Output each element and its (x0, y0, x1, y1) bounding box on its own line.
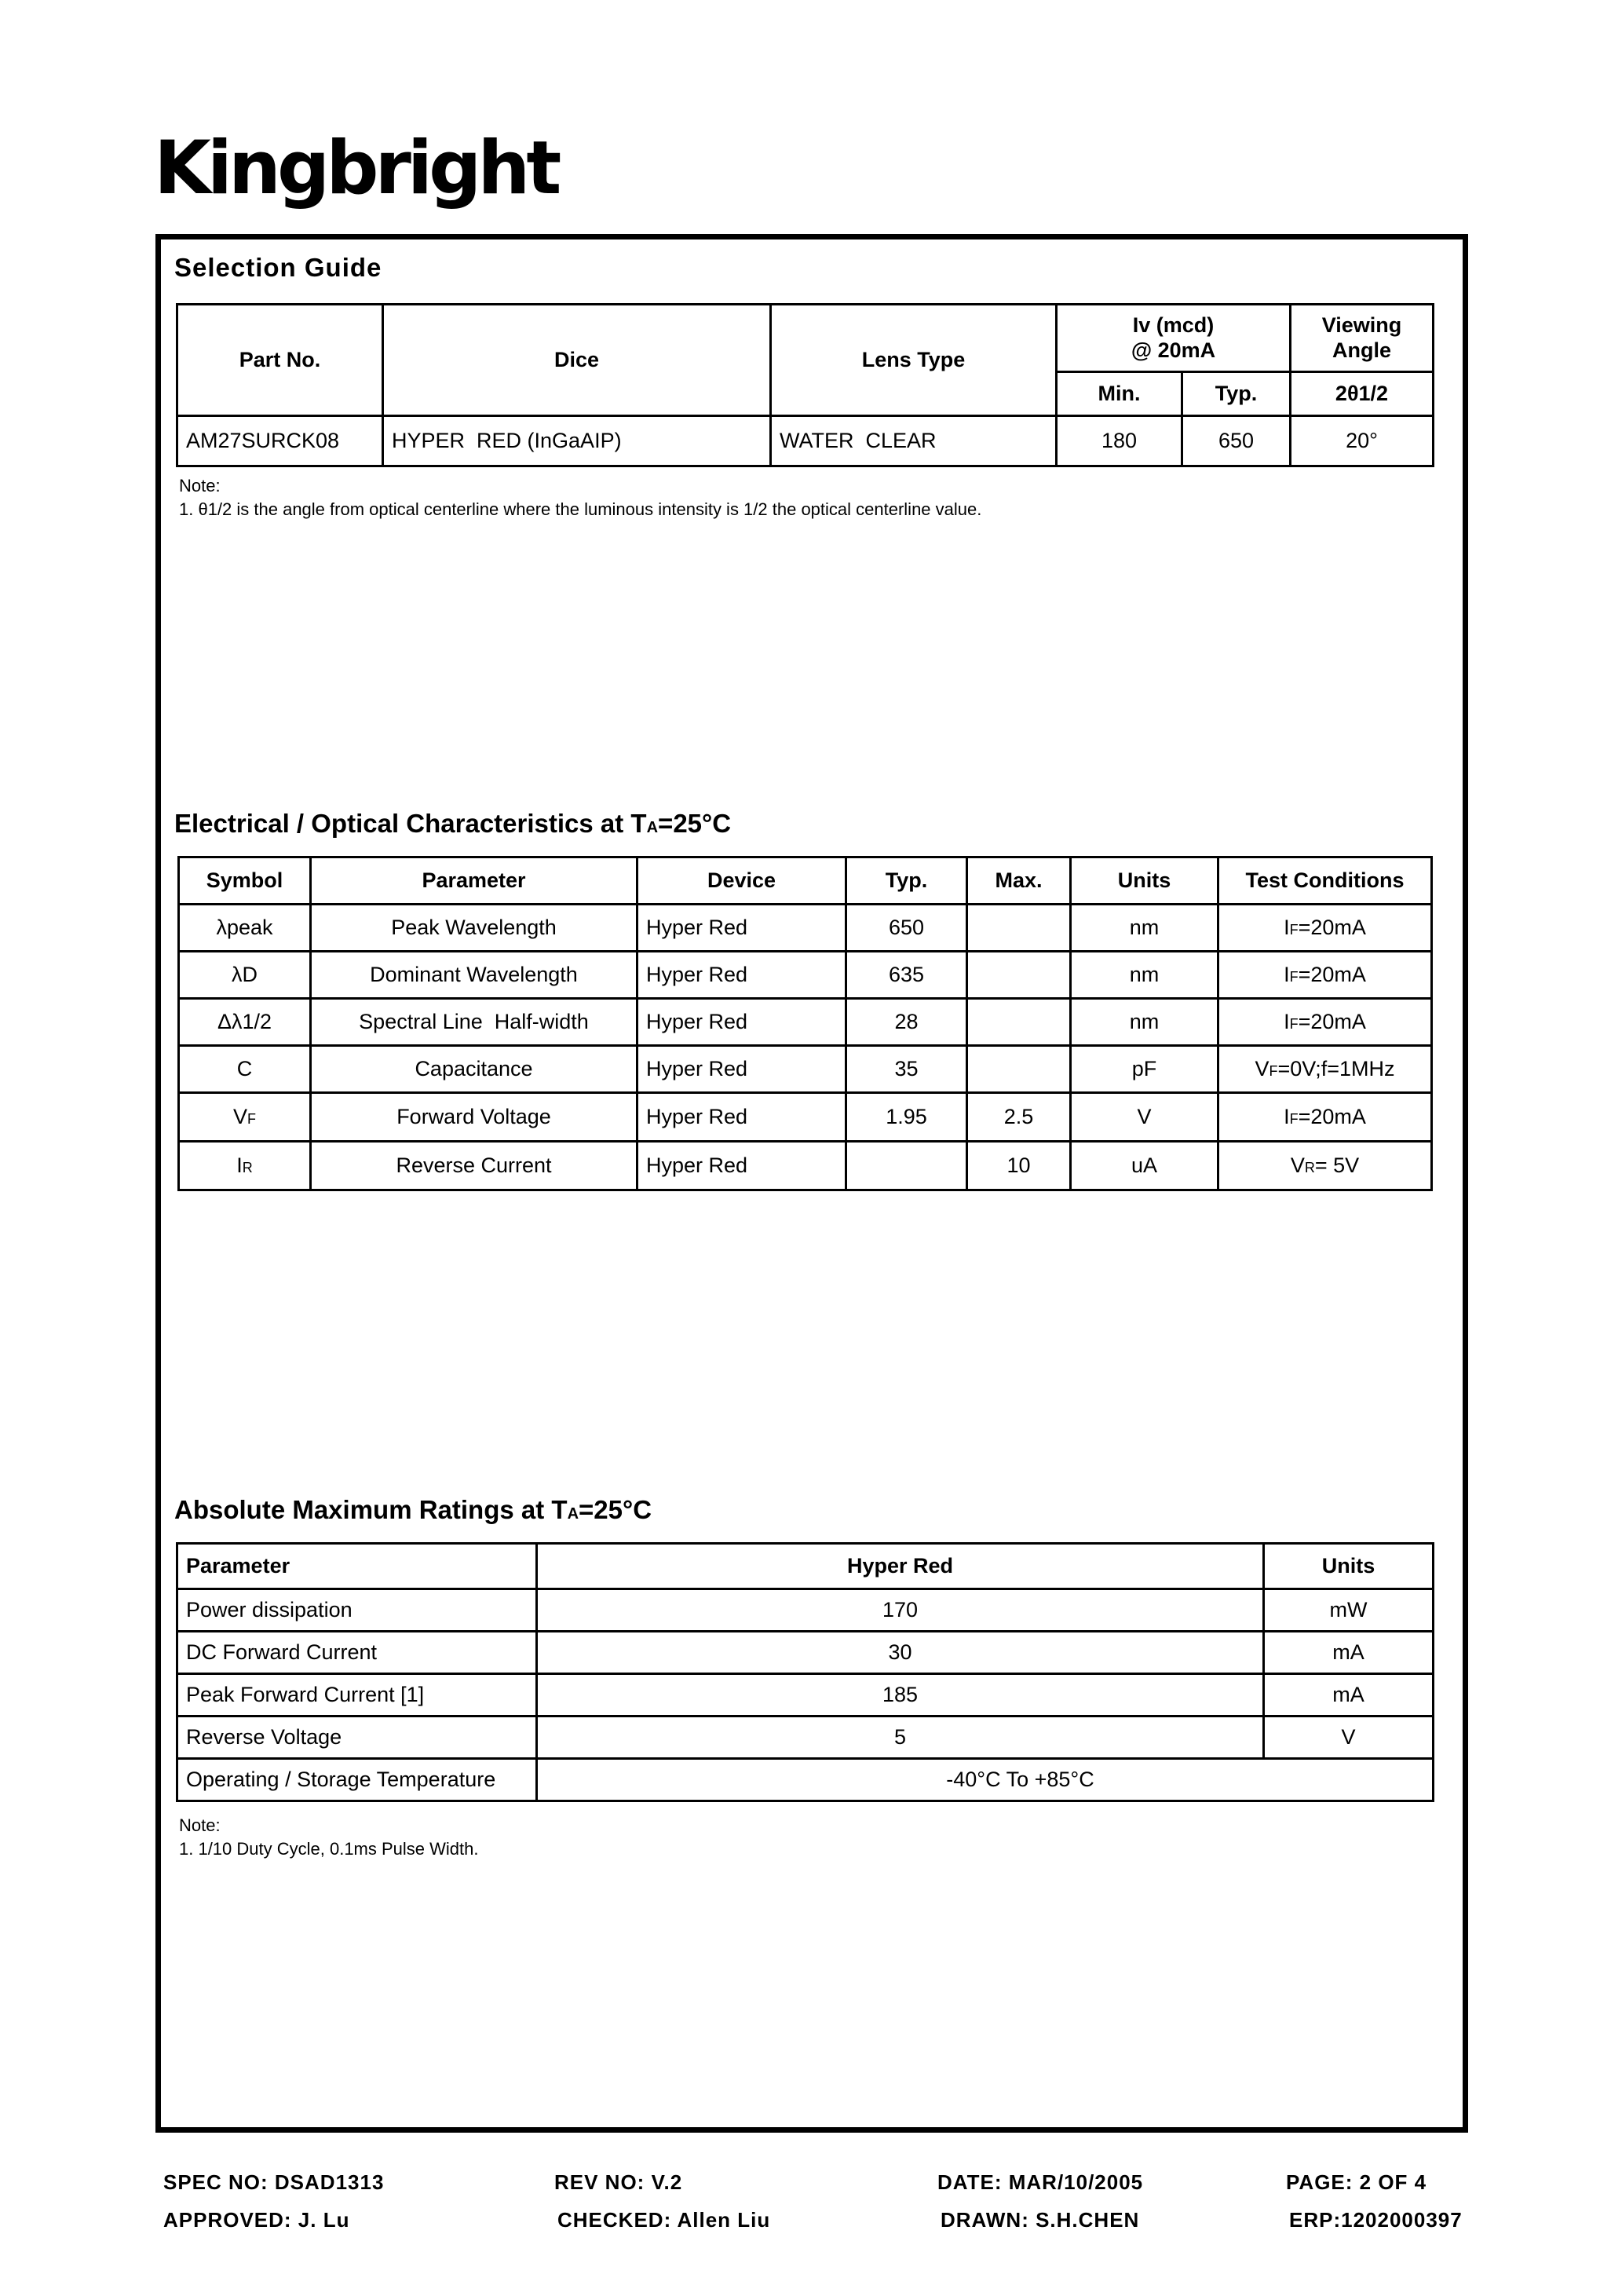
header-part-no: Part No. (177, 305, 383, 416)
footer-checked: CHECKED: Allen Liu (557, 2208, 771, 2232)
cell-parameter: Capacitance (311, 1046, 637, 1093)
cell-device: Hyper Red (637, 1142, 846, 1190)
cell-symbol (179, 1142, 311, 1190)
selection-guide-table (176, 303, 1434, 467)
tc-main: I (1284, 1104, 1290, 1128)
header-iv-line2: @ 20mA (1131, 338, 1216, 362)
cell-min: 180 (1057, 416, 1182, 466)
selection-guide-title: Selection Guide (174, 253, 382, 282)
elec-header-symbol: Symbol (179, 857, 311, 905)
header-typ: Typ. (1182, 372, 1291, 416)
cell-parameter: Dominant Wavelength (311, 952, 637, 999)
footer-rev-no: REV NO: V.2 (554, 2170, 683, 2194)
cell-device: Hyper Red (637, 999, 846, 1046)
cell-symbol (179, 905, 311, 952)
symbol-sub: R (242, 1159, 253, 1175)
cell-units: nm (1071, 905, 1218, 952)
tc-sub: F (1289, 921, 1299, 938)
symbol-main: I (236, 1153, 243, 1177)
abs-cell-units: mA (1264, 1674, 1434, 1717)
symbol-main: λpeak (216, 915, 273, 939)
abs-cell-value: 185 (537, 1674, 1264, 1717)
cell-max (967, 905, 1071, 952)
abs-cell-parameter: Peak Forward Current [1] (177, 1674, 537, 1717)
electrical-table (177, 856, 1433, 1191)
cell-symbol (179, 1046, 311, 1093)
elec-header-test-conditions: Test Conditions (1218, 857, 1432, 905)
abs-cell-temp-range: -40°C To +85°C (537, 1759, 1434, 1801)
absolute-title-post: =25°C (579, 1495, 652, 1524)
table-row (179, 905, 1432, 952)
header-viewing-line2: Angle (1332, 338, 1391, 362)
header-viewing-angle (1291, 305, 1434, 372)
abs-cell-parameter: Power dissipation (177, 1589, 537, 1632)
selection-note (179, 474, 981, 521)
cell-dice: HYPER RED (InGaAIP) (383, 416, 771, 466)
symbol-main: Δλ1/2 (217, 1009, 272, 1033)
cell-units: pF (1071, 1046, 1218, 1093)
header-viewing-line1: Viewing (1321, 313, 1402, 338)
absolute-title-sub: A (567, 1505, 579, 1523)
cell-parameter: Reverse Current (311, 1142, 637, 1190)
abs-header-units: Units (1264, 1544, 1434, 1589)
table-row (177, 1632, 1434, 1674)
cell-units: uA (1071, 1142, 1218, 1190)
header-dice: Dice (383, 305, 771, 416)
table-row (179, 1142, 1432, 1190)
table-row (177, 1674, 1434, 1717)
cell-typ (846, 1142, 967, 1190)
header-min: Min. (1057, 372, 1182, 416)
tc-post: =20mA (1298, 962, 1366, 986)
symbol-main: λD (232, 962, 258, 986)
cell-max (967, 1046, 1071, 1093)
header-iv (1057, 305, 1291, 372)
cell-symbol (179, 952, 311, 999)
cell-device: Hyper Red (637, 1093, 846, 1142)
cell-typ: 650 (1182, 416, 1291, 466)
cell-parameter: Peak Wavelength (311, 905, 637, 952)
tc-main: I (1284, 915, 1290, 939)
elec-header-units: Units (1071, 857, 1218, 905)
abs-cell-parameter: Operating / Storage Temperature (177, 1759, 537, 1801)
tc-post: =0V;f=1MHz (1277, 1056, 1395, 1080)
tc-sub: F (1289, 1110, 1299, 1127)
cell-typ: 1.95 (846, 1093, 967, 1142)
cell-max (967, 952, 1071, 999)
table-row (177, 1589, 1434, 1632)
tc-main: I (1284, 962, 1290, 986)
electrical-title-sub: A (646, 819, 659, 836)
footer-date: DATE: MAR/10/2005 (937, 2170, 1144, 2194)
cell-test-conditions (1218, 1093, 1432, 1142)
footer-approved: APPROVED: J. Lu (163, 2208, 350, 2232)
cell-typ: 35 (846, 1046, 967, 1093)
kingbright-logo: Kingbright (154, 126, 558, 211)
electrical-title-main: Electrical / Optical Characteristics at T (174, 809, 647, 838)
abs-cell-units: mA (1264, 1632, 1434, 1674)
abs-header-hyper-red: Hyper Red (537, 1544, 1264, 1589)
cell-test-conditions (1218, 952, 1432, 999)
absolute-title (174, 1495, 652, 1525)
cell-test-conditions (1218, 999, 1432, 1046)
cell-typ: 28 (846, 999, 967, 1046)
tc-main: I (1284, 1009, 1290, 1033)
tc-post: =20mA (1298, 1009, 1366, 1033)
cell-units: nm (1071, 952, 1218, 999)
electrical-title (174, 809, 731, 839)
absolute-title-main: Absolute Maximum Ratings at T (174, 1495, 568, 1524)
header-lens-type: Lens Type (771, 305, 1057, 416)
cell-test-conditions (1218, 905, 1432, 952)
symbol-main: V (232, 1104, 247, 1128)
cell-part-no: AM27SURCK08 (177, 416, 383, 466)
footer-page: PAGE: 2 OF 4 (1286, 2170, 1427, 2194)
cell-device: Hyper Red (637, 952, 846, 999)
cell-device: Hyper Red (637, 1046, 846, 1093)
header-iv-line1: Iv (mcd) (1132, 313, 1215, 338)
abs-cell-units: mW (1264, 1589, 1434, 1632)
cell-units: V (1071, 1093, 1218, 1142)
cell-lens: WATER CLEAR (771, 416, 1057, 466)
elec-header-device: Device (637, 857, 846, 905)
abs-cell-units: V (1264, 1717, 1434, 1759)
cell-angle: 20° (1291, 416, 1434, 466)
tc-sub: F (1269, 1062, 1278, 1079)
abs-cell-parameter: DC Forward Current (177, 1632, 537, 1674)
tc-main: V (1255, 1056, 1269, 1080)
symbol-main: C (236, 1056, 253, 1080)
cell-symbol (179, 999, 311, 1046)
elec-header-max: Max. (967, 857, 1071, 905)
cell-max: 10 (967, 1142, 1071, 1190)
footer-spec-no: SPEC NO: DSAD1313 (163, 2170, 385, 2194)
absolute-table (176, 1542, 1434, 1802)
cell-test-conditions (1218, 1046, 1432, 1093)
table-row (179, 1093, 1432, 1142)
table-row (179, 952, 1432, 999)
table-row (177, 1759, 1434, 1801)
table-row (177, 416, 1434, 466)
cell-test-conditions (1218, 1142, 1432, 1190)
table-row (179, 999, 1432, 1046)
cell-parameter: Spectral Line Half-width (311, 999, 637, 1046)
tc-sub: F (1289, 968, 1299, 985)
cell-typ: 635 (846, 952, 967, 999)
abs-cell-parameter: Reverse Voltage (177, 1717, 537, 1759)
elec-header-parameter: Parameter (311, 857, 637, 905)
cell-parameter: Forward Voltage (311, 1093, 637, 1142)
table-row (177, 1717, 1434, 1759)
absolute-note (179, 1814, 479, 1861)
absolute-note-label: Note: (179, 1815, 221, 1835)
cell-max: 2.5 (967, 1093, 1071, 1142)
selection-note-label: Note: (179, 476, 221, 495)
tc-post: = 5V (1314, 1153, 1360, 1177)
cell-typ: 650 (846, 905, 967, 952)
abs-cell-value: 30 (537, 1632, 1264, 1674)
tc-post: =20mA (1298, 1104, 1366, 1128)
abs-cell-value: 5 (537, 1717, 1264, 1759)
cell-symbol (179, 1093, 311, 1142)
footer-erp: ERP:1202000397 (1289, 2208, 1463, 2232)
elec-header-typ: Typ. (846, 857, 967, 905)
tc-post: =20mA (1298, 915, 1366, 939)
cell-device: Hyper Red (637, 905, 846, 952)
selection-note-text: 1. θ1/2 is the angle from optical centerline where the luminous intensity is 1/2 the optical centerline value. (179, 499, 982, 519)
header-angle-symbol: 2θ1/2 (1291, 372, 1434, 416)
symbol-sub: F (247, 1110, 256, 1127)
tc-sub: F (1289, 1015, 1299, 1032)
footer-drawn: DRAWN: S.H.CHEN (941, 2208, 1140, 2232)
electrical-title-post: =25°C (658, 809, 732, 838)
absolute-note-text: 1. 1/10 Duty Cycle, 0.1ms Pulse Width. (179, 1839, 479, 1859)
table-row (179, 1046, 1432, 1093)
abs-cell-value: 170 (537, 1589, 1264, 1632)
tc-main: V (1290, 1153, 1305, 1177)
tc-sub: R (1304, 1159, 1315, 1175)
cell-units: nm (1071, 999, 1218, 1046)
cell-max (967, 999, 1071, 1046)
abs-header-parameter: Parameter (177, 1544, 537, 1589)
